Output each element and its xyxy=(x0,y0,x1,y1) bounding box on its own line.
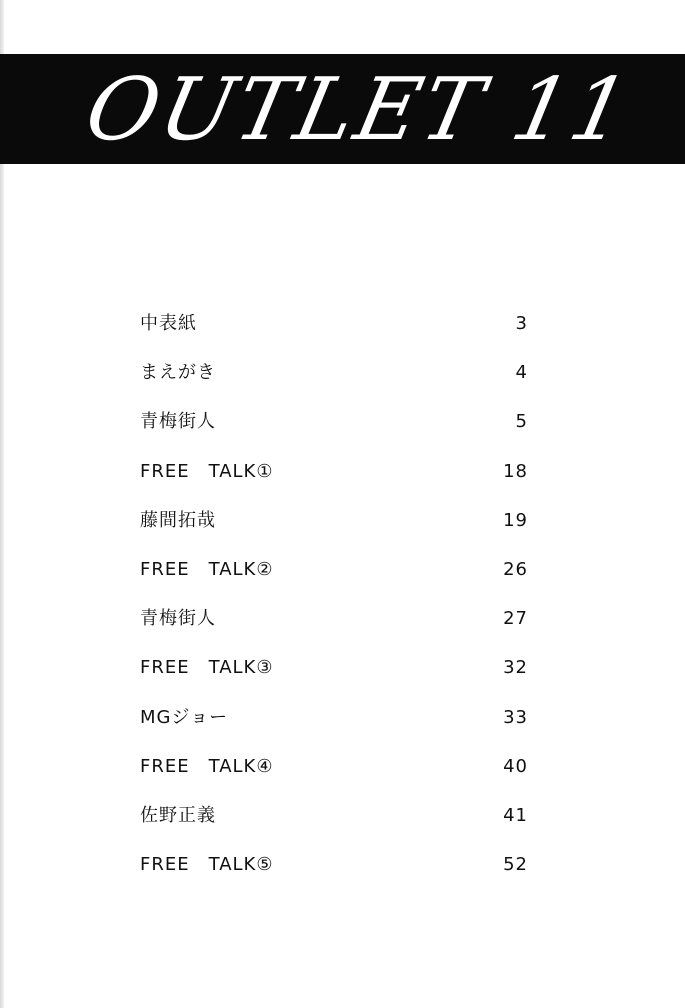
toc-entry-page: 4 xyxy=(515,362,528,384)
toc-entry xyxy=(140,404,528,453)
toc-entry-page: 40 xyxy=(503,755,528,777)
toc-entry xyxy=(140,601,528,650)
toc-entry-title: FREE TALK③ xyxy=(140,657,274,679)
toc-entry xyxy=(140,355,528,404)
toc-entry-page: 33 xyxy=(503,706,528,728)
toc-entry-page: 27 xyxy=(503,608,528,630)
toc-entry-page: 18 xyxy=(503,460,528,482)
toc-entry xyxy=(140,306,528,355)
toc-entry xyxy=(140,749,528,798)
toc-entry xyxy=(140,650,528,699)
toc-entry-page: 5 xyxy=(515,411,528,433)
toc-entry-title: FREE TALK④ xyxy=(140,755,274,777)
toc-entry xyxy=(140,700,528,749)
book-title: OUTLET 11 xyxy=(77,60,641,160)
toc-entry-title: 藤間拓哉 xyxy=(140,509,216,531)
toc-entry-title: FREE TALK② xyxy=(140,558,274,580)
toc-entry-title: 佐野正義 xyxy=(140,804,216,826)
toc-entry-title: 青梅街人 xyxy=(140,608,216,630)
toc-entry-page: 52 xyxy=(503,854,528,876)
toc-entry xyxy=(140,503,528,552)
toc-entry-page: 32 xyxy=(503,657,528,679)
toc-entry-title: FREE TALK① xyxy=(140,460,274,482)
toc-entry-page: 19 xyxy=(503,509,528,531)
table-of-contents xyxy=(140,306,528,896)
toc-entry-title: MGジョー xyxy=(140,706,229,728)
toc-entry-title: 中表紙 xyxy=(140,313,197,334)
toc-entry xyxy=(140,552,528,601)
toc-entry-page: 3 xyxy=(515,313,528,334)
toc-entry xyxy=(140,454,528,503)
toc-entry-title: まえがき xyxy=(140,362,216,384)
toc-entry-page: 26 xyxy=(503,558,528,580)
toc-entry xyxy=(140,798,528,847)
toc-entry xyxy=(140,847,528,896)
toc-entry-title: FREE TALK⑤ xyxy=(140,854,274,876)
toc-entry-title: 青梅街人 xyxy=(140,411,216,433)
toc-entry-page: 41 xyxy=(503,804,528,826)
